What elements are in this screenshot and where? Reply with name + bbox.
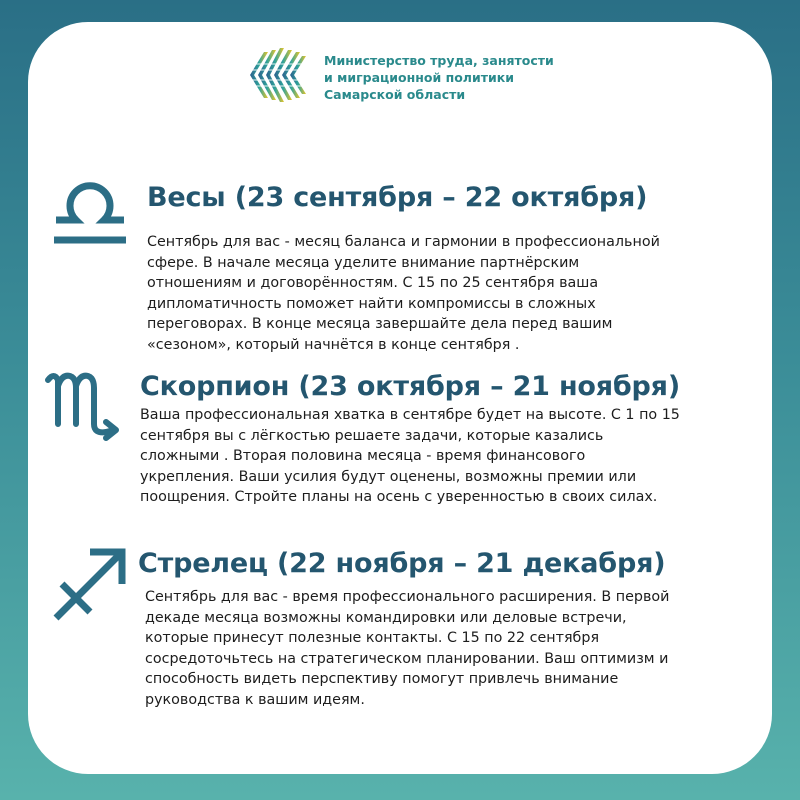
scorpio-line: сентября вы с лёгкостью решаете задачи, которые казались xyxy=(140,427,604,444)
sagittarius-title: Стрелец (22 ноября – 21 декабря) xyxy=(138,548,666,579)
sagittarius-line: сосредоточьтесь на стратегическом планировании. Ваш оптимизм и xyxy=(145,650,669,667)
scorpio-line: укрепления. Ваши усилия будут оценены, возможны премии или xyxy=(140,468,637,485)
sagittarius-icon xyxy=(48,544,130,626)
libra-line: отношениям и договорённостям. С 15 по 25 сентября ваша xyxy=(147,275,599,291)
libra-description xyxy=(147,232,660,355)
org-line-1: Министерство труда, занятости xyxy=(324,53,554,68)
org-line-2: и миграционной политики xyxy=(324,70,514,85)
organization-name xyxy=(324,52,554,103)
org-line-3: Самарской области xyxy=(324,87,466,102)
scorpio-icon xyxy=(44,366,124,442)
libra-line: Сентябрь для вас - месяц баланса и гармонии в профессиональной xyxy=(147,234,660,250)
libra-line: сфере. В начале месяца уделите внимание партнёрским xyxy=(147,254,580,271)
scorpio-line: Ваша профессиональная хватка в сентябре будет на высоте. С 1 по 15 xyxy=(140,407,680,423)
scorpio-description xyxy=(140,405,680,508)
libra-title: Весы (23 сентября – 22 октября) xyxy=(147,182,648,213)
libra-line: переговорах. В конце месяца завершайте дела перед вашим xyxy=(147,316,613,332)
sagittarius-line: Сентябрь для вас - время профессионального расширения. В первой xyxy=(145,589,670,605)
sagittarius-description xyxy=(145,587,669,710)
libra-line: дипломатичность поможет найти компромиссы в сложных xyxy=(147,295,596,312)
sagittarius-line: способность видеть перспективу помогут привлечь внимание xyxy=(145,671,619,687)
ministry-logo-icon xyxy=(246,44,310,106)
libra-icon xyxy=(50,178,130,248)
sagittarius-line: руководства к вашим идеям. xyxy=(145,691,365,708)
scorpio-line: поощрения. Стройте планы на осень с уверенностью в своих силах. xyxy=(140,489,658,505)
scorpio-title: Скорпион (23 октября – 21 ноября) xyxy=(140,371,680,402)
sagittarius-line: которые принесут полезные контакты. С 15 по 22 сентября xyxy=(145,630,600,646)
libra-line: «сезоном», который начнётся в конце сентября . xyxy=(147,336,520,353)
sagittarius-line: декаде месяца возможны командировки или деловые встречи, xyxy=(145,609,627,626)
scorpio-line: сложными . Вторая половина месяца - время финансового xyxy=(140,448,586,464)
